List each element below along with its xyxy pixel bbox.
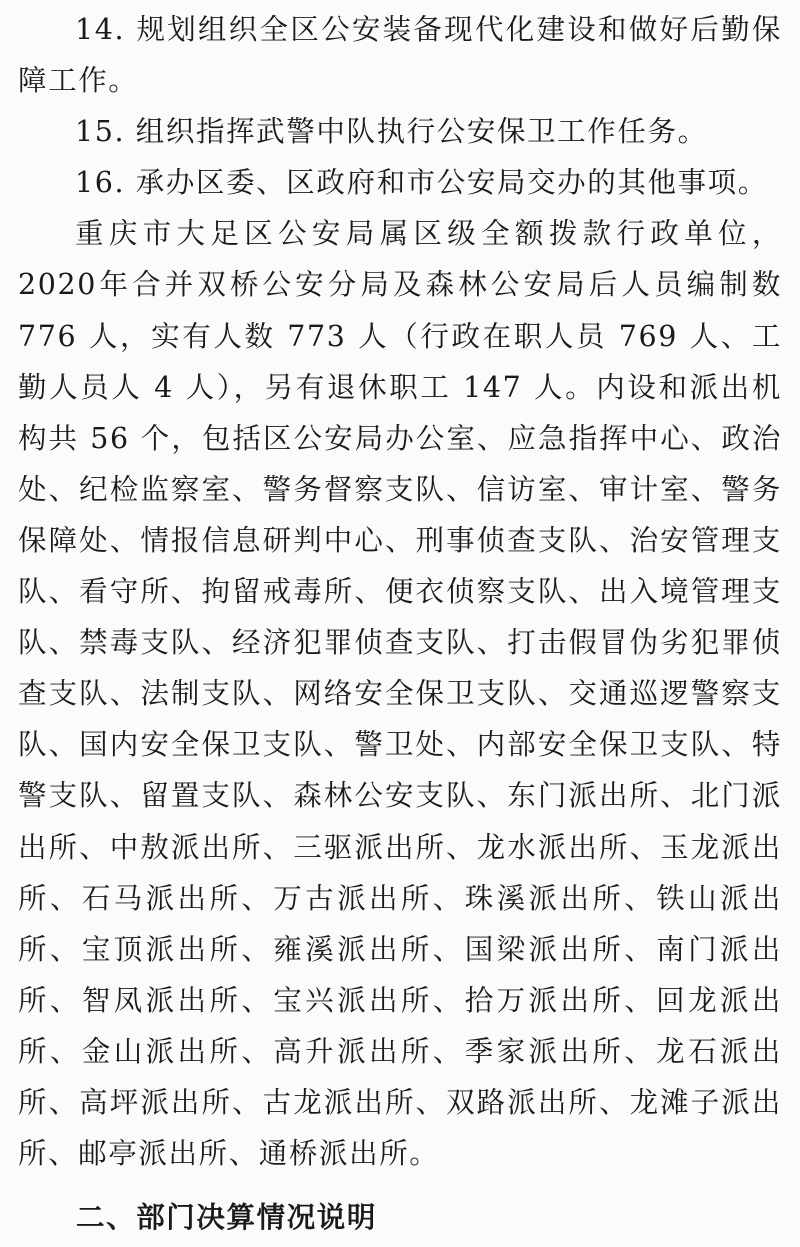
item-16: 16. 承办区委、区政府和市公安局交办的其他事项。 <box>75 166 768 200</box>
item-14: 14. 规划组织全区公安装备现代化建设和做好后勤保障工作。 <box>18 13 782 98</box>
document-body <box>18 4 782 1179</box>
body-paragraph: 重庆市大足区公安局属区级全额拨款行政单位，2020年合并双桥公安分局及森林公安局后人员编制数 776 人，实有人数 773 人（行政在职人员 769 人、工勤人员人 4 人），另有退休职工 147 人。内设和派出机构共 56 个，包括区公安局办公室、应急指挥中心、政治处、纪检监察室、警务督察支队、信访室、审计室、警务保障处、情报信息研判中心、刑事侦查支队、治安管理支队、看守所、拘留戒毒所、便衣侦察支队、出入境管理支队、禁毒支队、经济犯罪侦查支队、打击假冒伪劣犯罪侦查支队、法制支队、网络安全保卫支队、交通巡逻警察支队、国内安全保卫支队、警卫处、内部安全保卫支队、特警支队、留置支队、森林公安支队、东门派出所、北门派出所、中敖派出所、三驱派出所、龙水派出所、玉龙派出所、石马派出所、万古派出所、珠溪派出所、铁山派出所、宝顶派出所、雍溪派出所、国梁派出所、南门派出所、智凤派出所、宝兴派出所、拾万派出所、回龙派出所、金山派出所、高升派出所、季家派出所、龙石派出所、高坪派出所、古龙派出所、双路派出所、龙滩子派出所、邮亭派出所、通桥派出所。 <box>18 217 782 1171</box>
section-heading: 二、部门决算情况说明 <box>76 1201 378 1234</box>
item-15: 15. 组织指挥武警中队执行公安保卫工作任务。 <box>75 115 708 149</box>
